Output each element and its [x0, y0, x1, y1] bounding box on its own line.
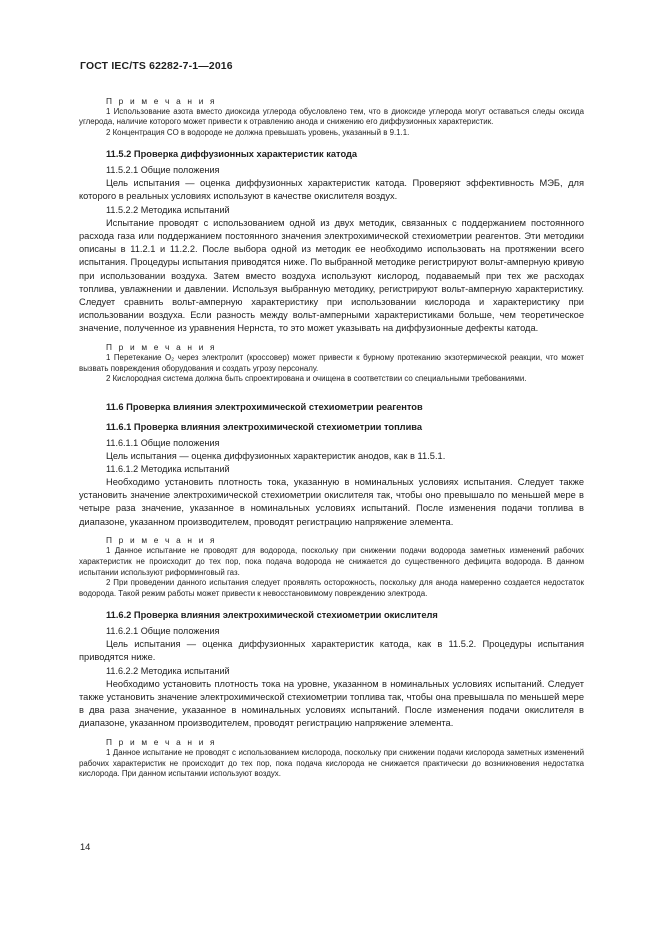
subsection-heading: 11.6.2.1 Общие положения [106, 626, 220, 637]
page-number: 14 [80, 842, 91, 852]
section-heading: 11.6.1 Проверка влияния электрохимической стехиометрии топлива [106, 421, 423, 432]
note-paragraph: 2 Кислородная система должна быть спроектирована и очищена в соответствии со специальными требованиями. [106, 374, 527, 384]
section-heading: 11.5.2 Проверка диффузионных характеристик катода [106, 149, 358, 160]
body-paragraph: Цель испытания — оценка диффузионных характеристик анодов, как в 11.5.1. [106, 450, 446, 461]
body-paragraph: Испытание проводят с использованием одной из двух методик, связанных с поддержанием постоянного расхода газа или поддержанием постоянного значения электрохимической стехиометрии реагентов. Эти методики описаны в 11.2.1 и 11.2.2. После выбора одной из методик ее необходимо использовать на протяжении всего испытания. Процедуры испытания приводятся ниже. По выбранной методике регистрируют вольт-амперную кривую при использовании воздуха. Затем вместо воздуха используют кислород, подаваемый при тех же расходах топлива, увлажнении и давлении. Используя выбранную методику, регистрируют вольт-амперную характеристику. Следует сравнить вольт-амперную характеристику при использовании кислорода и характеристику при использовании воздуха. Если разность между вольт-амперными характеристиками больше, чем теоретическое значение, полученное из уравнения Нернста, то это может указывать на диффузионные дефекты катода. [79, 217, 584, 334]
note-paragraph: 1 Использование азота вместо диоксида углерода обусловлено тем, что в диоксиде углерода могут оставаться следы оксида углерода, наличие которого может привести к отравлению анода и снижению его диффузионных характеристик. [79, 106, 584, 127]
note-paragraph: 1 Данное испытание не проводят для водорода, поскольку при снижении подачи водорода заметных изменений рабочих характеристик не происходит до тех пор, пока подача водорода не снижается до существенного дефицита водорода. В данном испытании используют риформинговый газ. [79, 546, 584, 577]
notes-heading: П р и м е ч а н и я [106, 341, 217, 352]
subsection-heading: 11.5.2.1 Общие положения [106, 165, 220, 176]
notes-heading: П р и м е ч а н и я [106, 534, 217, 545]
subsection-heading: 11.5.2.2 Методика испытаний [106, 204, 230, 215]
body-paragraph: Необходимо установить плотность тока на уровне, указанном в номинальных условиях испытаний. Следует также установить значение электрохимической стехиометрии топлива так, чтобы она превышала по меньшей мере в два раза значение, указанное в номинальных условиях испытаний. После изменения подачи окислителя в диапазоне, указанном производителем, проводят регистрацию напряжение элемента. [79, 678, 584, 729]
subsection-heading: 11.6.1.2 Методика испытаний [106, 464, 230, 474]
document-header: ГОСТ IEC/TS 62282-7-1—2016 [80, 61, 233, 72]
note-paragraph: 2 При проведении данного испытания следует проявлять осторожность, поскольку для анода намеренно создается недостаток водорода. Такой режим работы может привести к невосстановимому повреждению электрода. [79, 578, 584, 598]
body-paragraph: Цель испытания — оценка диффузионных характеристик катода, как в 11.5.2. Процедуры испытания приводятся ниже. [79, 639, 584, 663]
notes-heading: П р и м е ч а н и я [106, 736, 217, 747]
body-paragraph: Цель испытания — оценка диффузионных характеристик катода. Проверяют эффективность МЭБ, для которого в реальных условиях используют в качестве окислителя воздух. [79, 178, 584, 202]
note-paragraph: 1 Перетекание O₂ через электролит (кроссовер) может привести к бурному протеканию экзотермической реакции, что может вызвать повреждения оборудования и создать угрозу персоналу. [79, 353, 584, 373]
note-paragraph: 1 Данное испытание не проводят с использованием кислорода, поскольку при снижении подачи кислорода заметных изменений рабочих характеристик не происходит до тех пор, пока подача кислорода не снижается практически до возникновения недостатка кислорода. При данном испытании используют воздух. [79, 748, 584, 779]
subsection-heading: 11.6.1.1 Общие положения [106, 437, 220, 448]
notes-heading: П р и м е ч а н и я [106, 96, 217, 106]
note-paragraph: 2 Концентрация CO в водороде не должна превышать уровень, указанный в 9.1.1. [106, 127, 410, 137]
document-body [79, 96, 584, 780]
body-paragraph: Необходимо установить плотность тока, указанную в номинальных условиях испытания. Следует также установить значение электрохимической стехиометрии окислителя так, чтобы оно превышало по меньшей мере в четыре раза значение, указанное в номинальных условиях испытаний. После изменения подачи топлива в диапазоне, указанном производителем, проводят регистрацию напряжение элемента. [79, 477, 584, 527]
section-heading: 11.6 Проверка влияния электрохимической стехиометрии реагентов [106, 401, 423, 412]
section-heading: 11.6.2 Проверка влияния электрохимической стехиометрии окислителя [106, 610, 438, 621]
subsection-heading: 11.6.2.2 Методика испытаний [106, 665, 230, 676]
